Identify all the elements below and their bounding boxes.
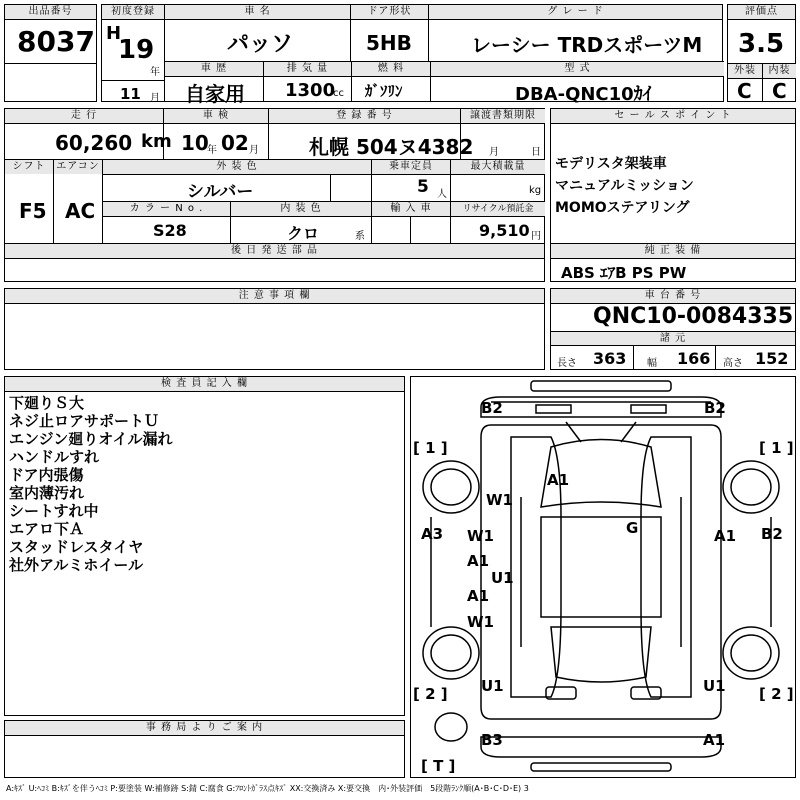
inspector-item: ネジ止ロアサポートＵ bbox=[9, 412, 160, 430]
recycle: 9,510 bbox=[479, 221, 530, 240]
lot-box bbox=[4, 4, 97, 102]
ac: AC bbox=[65, 199, 96, 223]
score-box bbox=[727, 4, 796, 102]
inspector-item: ドア内張傷 bbox=[9, 466, 84, 484]
capacity-label: 乗車定員 bbox=[372, 160, 450, 174]
main-info-box bbox=[4, 108, 545, 282]
inspector-item: 室内薄汚れ bbox=[9, 484, 85, 502]
damage-mark: B2 bbox=[481, 399, 503, 417]
equipment-box bbox=[550, 243, 796, 282]
damage-mark: A1 bbox=[703, 731, 726, 749]
capacity: 5 bbox=[417, 177, 429, 197]
sales-point: マニュアルミッション bbox=[555, 178, 694, 194]
length-label: 長さ bbox=[557, 358, 577, 369]
lot-label: 出品番号 bbox=[5, 5, 96, 20]
score-label: 評価点 bbox=[728, 5, 795, 20]
transfer-day: 日 bbox=[531, 147, 541, 158]
recycle-unit: 円 bbox=[531, 231, 541, 242]
mileage-unit: km bbox=[141, 131, 172, 152]
later-parts-label: 後 日 発 送 部 品 bbox=[5, 244, 544, 258]
insp-month-unit: 月 bbox=[249, 145, 259, 156]
damage-mark: B3 bbox=[481, 731, 503, 749]
notes-box bbox=[4, 288, 545, 370]
name-label: 車 名 bbox=[165, 5, 350, 20]
mileage-label: 走 行 bbox=[5, 109, 163, 123]
plate-label: 登 録 番 号 bbox=[269, 109, 460, 123]
length: 363 bbox=[593, 349, 627, 368]
model: DBA-QNC10ｶｲ bbox=[515, 84, 652, 105]
lot-number: 8037 bbox=[17, 25, 95, 58]
sales-point: モデリスタ架装車 bbox=[555, 156, 667, 172]
reg-label: 初度登録 bbox=[102, 5, 164, 20]
grade: レーシー TRDスポーツM bbox=[471, 33, 703, 57]
notes-label: 注 意 事 項 欄 bbox=[5, 289, 544, 304]
transfer-label: 譲渡書類期限 bbox=[461, 109, 545, 123]
shift-label: シフト bbox=[5, 160, 53, 174]
ext-grade: C bbox=[737, 79, 752, 103]
cc-label: 排 気 量 bbox=[264, 62, 351, 76]
reg-era: H bbox=[106, 23, 122, 44]
insp-year-unit: 年 bbox=[207, 145, 217, 156]
damage-mark: [ 1 ] bbox=[413, 439, 448, 457]
spec-label: 諸 元 bbox=[551, 332, 795, 345]
inspector-item: ハンドルすれ bbox=[9, 448, 100, 466]
capacity-unit: 人 bbox=[437, 189, 447, 200]
damage-mark: A1 bbox=[547, 471, 570, 489]
load-label: 最大積載量 bbox=[451, 160, 545, 174]
int-label: 内装 bbox=[763, 64, 796, 78]
car-outline-drawing bbox=[411, 377, 795, 777]
colorno-label: カ ラ ー N o . bbox=[103, 202, 230, 216]
door-label: ドア形状 bbox=[351, 5, 428, 20]
height-label: 高さ bbox=[723, 358, 743, 369]
cc-unit: cc bbox=[333, 88, 344, 99]
width: 166 bbox=[677, 349, 711, 368]
intcolor-label: 内 装 色 bbox=[231, 202, 371, 216]
damage-mark: A1 bbox=[714, 527, 737, 545]
mileage: 60,260 bbox=[55, 131, 133, 155]
inspector-item: 社外アルミホイール bbox=[9, 556, 144, 574]
grade-box bbox=[428, 4, 723, 62]
damage-mark: [ T ] bbox=[421, 757, 456, 775]
inspector-item: シートすれ中 bbox=[9, 502, 99, 520]
damage-mark: B2 bbox=[761, 525, 783, 543]
ext-label: 外装 bbox=[728, 64, 762, 78]
color: シルバー bbox=[187, 182, 254, 202]
load-unit: kg bbox=[529, 185, 542, 196]
name-box bbox=[164, 4, 351, 62]
damage-mark: B2 bbox=[704, 399, 726, 417]
car-name: パッソ bbox=[227, 32, 294, 57]
legend: A:ｷｽﾞ U:ﾍｺﾐ B:ｷｽﾞを伴うﾍｺﾐ P:要塗装 W:補修跡 S:錆 C:腐食 G:ﾌﾛﾝﾄｶﾞﾗｽ点ｷｽﾞ XX:交換済み X:要交換 内･外装評価 5段階ﾗﾝｸ順(A･B･C･D･E) 3 bbox=[6, 784, 529, 793]
fuel-label: 燃 料 bbox=[352, 62, 430, 76]
reg-month-unit: 月 bbox=[150, 93, 160, 104]
sales-label: セ ー ル ス ポ イ ン ト bbox=[551, 109, 795, 124]
damage-mark: W1 bbox=[467, 613, 494, 631]
damage-mark: G bbox=[626, 519, 639, 537]
reg-year: 19 bbox=[118, 35, 155, 65]
cc: 1300 bbox=[285, 80, 336, 101]
door-box bbox=[350, 4, 429, 62]
equipment: ABS ｴｱB PS PW bbox=[561, 264, 687, 282]
sales-points-box bbox=[550, 108, 796, 244]
height: 152 bbox=[755, 349, 789, 368]
ac-label: エアコン bbox=[54, 160, 102, 174]
color-label: 外 装 色 bbox=[103, 160, 371, 174]
office-box bbox=[4, 720, 405, 778]
recycle-label: リサイクル預託金 bbox=[451, 202, 545, 216]
plate: 札幌 504ヌ4382 bbox=[309, 135, 474, 159]
damage-mark: A1 bbox=[467, 552, 490, 570]
damage-mark: W1 bbox=[486, 491, 513, 509]
damage-mark: U1 bbox=[481, 677, 504, 695]
history-box bbox=[164, 61, 724, 106]
history-label: 車 歴 bbox=[165, 62, 263, 76]
office-label: 事 務 局 よ り ご 案 内 bbox=[5, 721, 404, 736]
inspector-item: スタッドレスタイヤ bbox=[9, 538, 144, 556]
history: 自家用 bbox=[185, 82, 245, 106]
inspector-label: 検 査 員 記 入 欄 bbox=[5, 377, 404, 392]
transfer-month: 月 bbox=[489, 147, 499, 158]
int-grade: C bbox=[772, 79, 787, 103]
damage-mark: [ 2 ] bbox=[759, 685, 794, 703]
shift: F5 bbox=[19, 199, 47, 223]
reg-year-unit: 年 bbox=[150, 67, 160, 78]
sales-point: MOMOステアリング bbox=[555, 200, 690, 216]
insp-month: 02 bbox=[221, 131, 249, 155]
reg-month: 11 bbox=[120, 85, 141, 103]
width-label: 幅 bbox=[647, 358, 657, 369]
chassis-label: 車 台 番 号 bbox=[551, 289, 795, 304]
car-diagram bbox=[410, 376, 796, 778]
damage-mark: A1 bbox=[467, 587, 490, 605]
equipment-label: 純 正 装 備 bbox=[551, 244, 795, 259]
chassis-box bbox=[550, 288, 796, 370]
inspector-item: 下廻りＳ大 bbox=[9, 394, 85, 412]
score: 3.5 bbox=[738, 29, 785, 59]
grade-label: グ レ ー ド bbox=[429, 5, 722, 20]
damage-mark: [ 2 ] bbox=[413, 685, 448, 703]
insp-year: 10 bbox=[181, 131, 209, 155]
registration-box bbox=[101, 4, 165, 102]
door-type: 5HB bbox=[366, 31, 412, 55]
damage-mark: [ 1 ] bbox=[759, 439, 794, 457]
chassis-number: QNC10-0084335 bbox=[593, 304, 794, 329]
import-label: 輸 入 車 bbox=[372, 202, 450, 216]
fuel: ｶﾞｿﾘﾝ bbox=[365, 82, 403, 100]
inspector-item: エアロ下Ａ bbox=[9, 520, 85, 538]
intcolor: クロ bbox=[287, 224, 320, 243]
damage-mark: W1 bbox=[467, 527, 494, 545]
inspector-item: エンジン廻りオイル漏れ bbox=[9, 430, 173, 448]
damage-mark: A3 bbox=[421, 525, 444, 543]
intcolor-unit: 系 bbox=[355, 231, 365, 242]
inspector-box bbox=[4, 376, 405, 716]
inspection-label: 車 検 bbox=[164, 109, 268, 123]
colorno: S28 bbox=[153, 221, 187, 240]
damage-mark: U1 bbox=[491, 569, 514, 587]
damage-mark: U1 bbox=[703, 677, 726, 695]
model-label: 型 式 bbox=[431, 62, 724, 76]
